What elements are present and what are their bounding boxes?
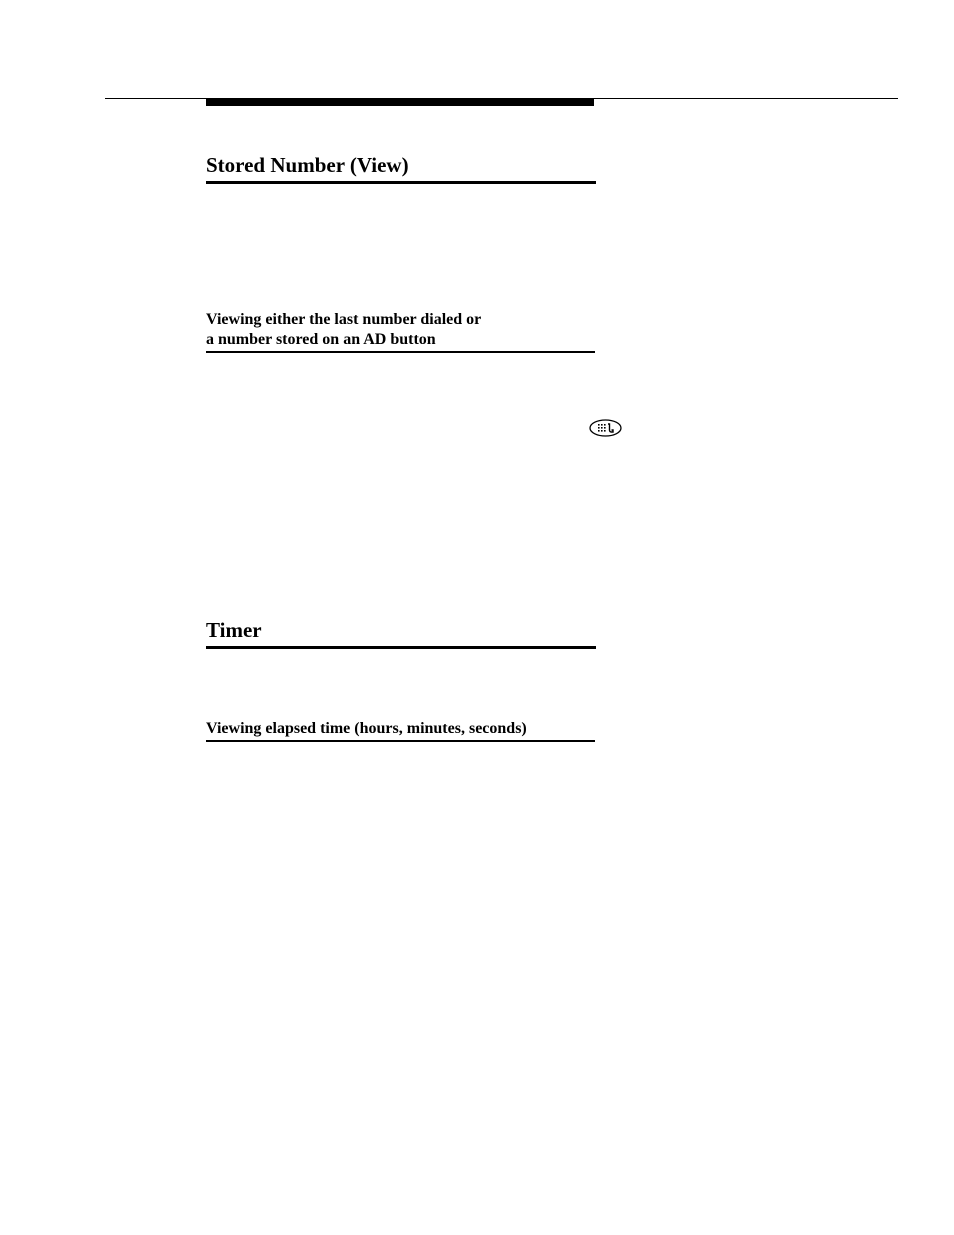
subheading-viewing-last-number	[206, 310, 596, 350]
subheading-line-2: a number stored on an AD button	[206, 331, 436, 348]
section-heading-timer: Timer	[206, 618, 262, 642]
subheading-line-1: Viewing either the last number dialed or	[206, 311, 482, 328]
section-rule-timer	[206, 646, 596, 649]
subheading-rule-viewing-elapsed-time	[206, 740, 595, 742]
subheading-viewing-elapsed-time: Viewing elapsed time (hours, minutes, seconds)	[206, 720, 527, 737]
section-rule-stored-number	[206, 181, 596, 184]
section-heading-stored-number: Stored Number (View)	[206, 153, 409, 177]
subheading-rule-viewing-last-number	[206, 351, 595, 353]
feature-dial-pad-icon	[589, 419, 622, 437]
header-rule-thick	[206, 99, 594, 106]
